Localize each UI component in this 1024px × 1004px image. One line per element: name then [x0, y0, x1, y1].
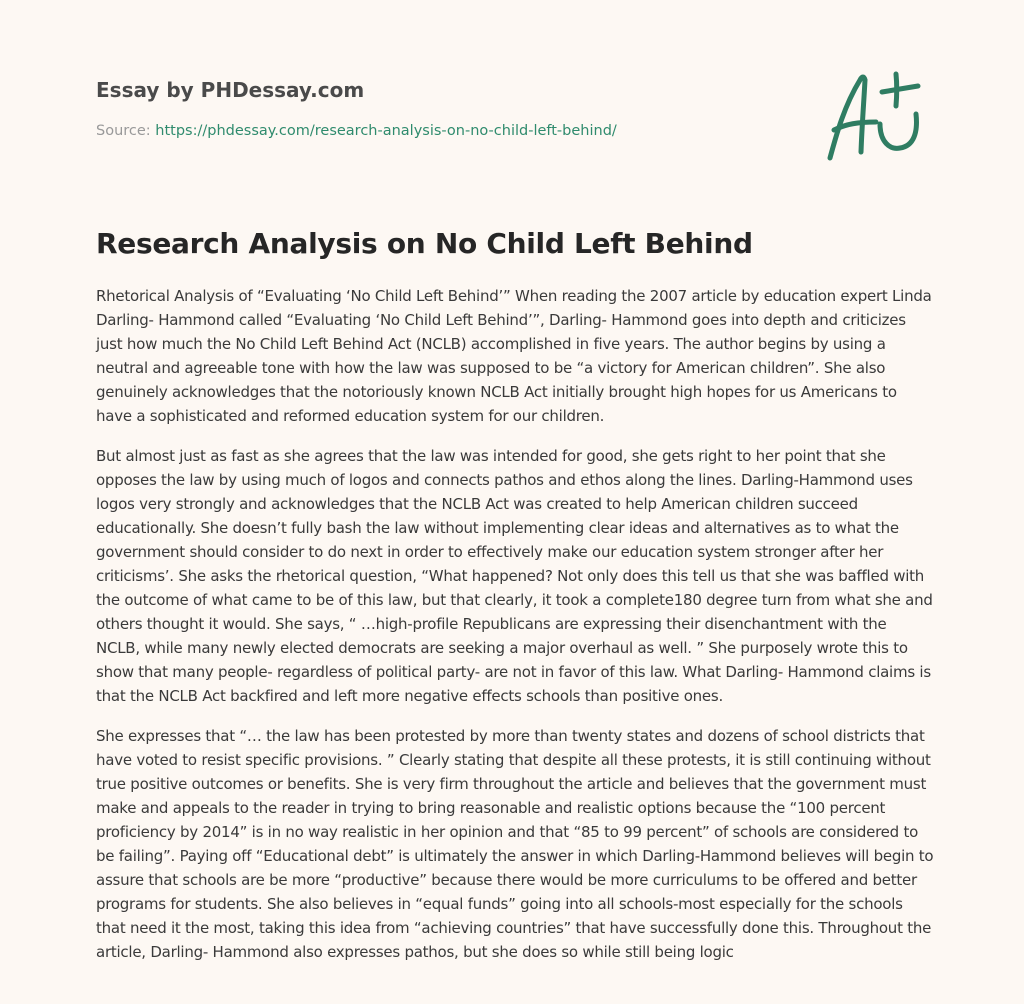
source-link[interactable]: https://phdessay.com/research-analysis-on-no-child-left-behind/ [155, 123, 617, 139]
essay-paragraph: But almost just as fast as she agrees that the law was intended for good, she gets right to her point that she opposes the law by using much of logos and connects pathos and ethos along the lines. Darling-Hammond uses logos very strongly and acknowledges that the NCLB Act was created to help American children succeed educationally. She doesn’t fully bash the law without implementing clear ideas and alternatives as to what the government should consider to do next in order to effectively make our education system stronger after her criticisms’. She asks the rhetorical question, “What happened? Not only does this tell us that she was baffled with the outcome of what came to be of this law, but that clearly, it took a complete180 degree turn from what she and others thought it would. She says, “ …high-profile Republicans are expressing their disenchantment with the NCLB, while many newly elected democrats are seeking a major overhaul as well. ” She purposely wrote this to show that many people- regardless of political party- are not in favor of this law. What Darling- Hammond claims is that the NCLB Act backfired and left more negative effects schools than positive ones. [96, 447, 933, 705]
source-line [96, 123, 617, 139]
essay-body [96, 284, 934, 980]
a-plus-grade-icon [820, 66, 930, 166]
document-title: Research Analysis on No Child Left Behind [96, 227, 753, 260]
source-label: Source: [96, 123, 156, 139]
essay-paragraph: Rhetorical Analysis of “Evaluating ‘No Child Left Behind’” When reading the 2007 article by education expert Linda Darling- Hammond called “Evaluating ‘No Child Left Behind’”, Darling- Hammond goes into depth and criticizes just how much the No Child Left Behind Act (NCLB) accomplished in five years. The author begins by using a neutral and agreeable tone with how the law was supposed to be “a victory for American children”. She also genuinely acknowledges that the notoriously known NCLB Act initially brought high hopes for us Americans to have a sophisticated and reformed education system for our children. [96, 287, 932, 425]
site-brand: Essay by PHDessay.com [96, 78, 365, 102]
page-header [96, 77, 836, 139]
essay-paragraph: She expresses that “… the law has been protested by more than twenty states and dozens of school districts that have voted to resist specific provisions. ” Clearly stating that despite all these protests, it is still continuing without true positive outcomes or benefits. She is very firm throughout the article and believes that the government must make and appeals to the reader in trying to bring reasonable and realistic options because the “100 percent proficiency by 2014” is in no way realistic in her opinion and that “85 to 99 percent” of schools are considered to be failing”. Paying off “Educational debt” is ultimately the answer in which Darling-Hammond believes will begin to assure that schools are be more “productive” because there would be more curriculums to be offered and better programs for students. She also believes in “equal funds” going into all schools-most especially for the schools that need it the most, taking this idea from “achieving countries” that have successfully done this. Throughout the article, Darling- Hammond also expresses pathos, but she does so while still being logic [96, 727, 934, 961]
